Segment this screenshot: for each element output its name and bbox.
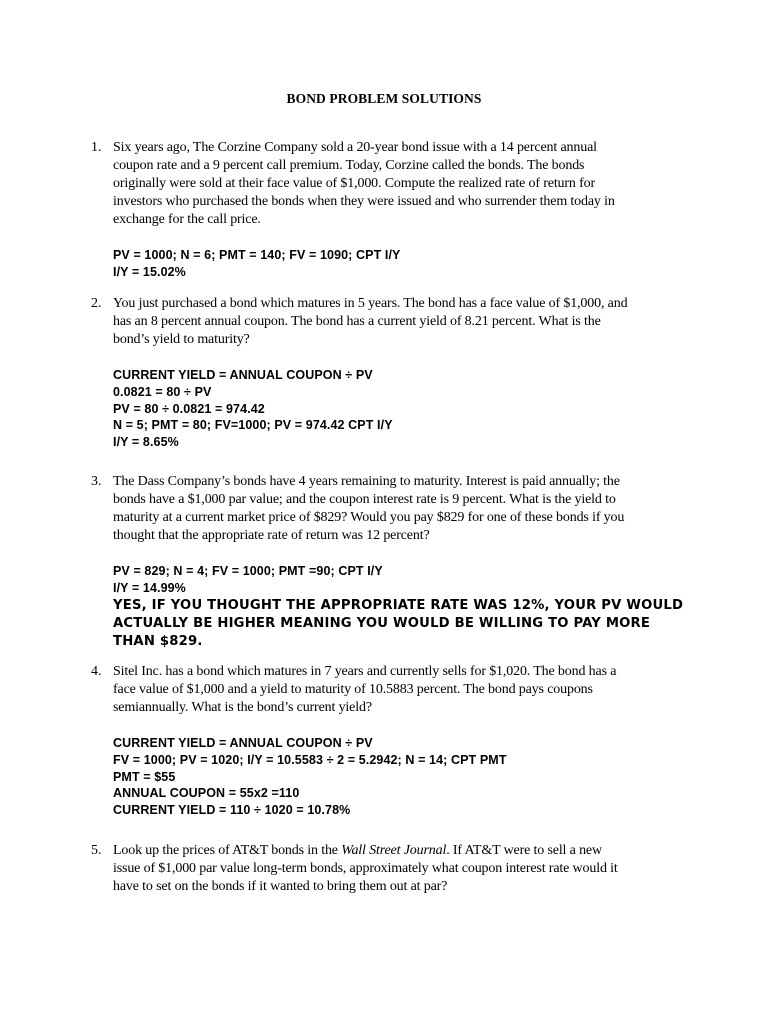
answer-line: 0.0821 = 80 ÷ PV: [113, 384, 212, 399]
answer-line: I/Y = 8.65%: [113, 435, 179, 450]
problem-number: 1.: [91, 140, 102, 155]
problem-number: 3.: [91, 474, 102, 489]
conclusion-line: ACTUALLY BE HIGHER MEANING YOU WOULD BE WILLING TO PAY MORE: [113, 615, 651, 631]
answer-line: CURRENT YIELD = ANNUAL COUPON ÷ PV: [113, 368, 373, 382]
problem-answer: [113, 367, 681, 451]
problem-answer: [113, 735, 681, 819]
problem-number: 4.: [91, 664, 102, 679]
answer-line: PV = 80 ÷ 0.0821 = 974.42: [113, 401, 265, 416]
problem-number: 5.: [91, 843, 102, 858]
answer-line: ANNUAL COUPON = 55x2 =110: [113, 786, 300, 801]
page-title: BOND PROBLEM SOLUTIONS: [286, 91, 482, 106]
problem-number: 2.: [91, 296, 102, 311]
problem-question: [113, 842, 681, 896]
problem-3: [91, 473, 684, 651]
problem-question: Sitel Inc. has a bond which matures in 7 years and currently sells for $1,020. The bond has a face value of $1,000 and a yield to maturity of 10.5883 percent. The bond pays coupons semiannually. What is the bond’s current yield?: [113, 664, 617, 715]
answer-line: PMT = $55: [113, 769, 176, 784]
problem-1: [91, 139, 681, 281]
problem-answer: [113, 563, 684, 651]
conclusion-line: YES, IF YOU THOUGHT THE APPROPRIATE RATE WAS 12%, YOUR PV WOULD: [113, 597, 684, 613]
publication-title: Wall Street Journal: [341, 843, 447, 858]
answer-line: I/Y = 15.02%: [113, 264, 186, 279]
answer-line: PV = 1000; N = 6; PMT = 140; FV = 1090; CPT I/Y: [113, 248, 401, 262]
question-text: . If AT&T were to sell a new issue of $1,000 par value long-term bonds, approximately what coupon interest rate would it have to set on the bonds if it wanted to bring them out at par?: [113, 843, 618, 894]
question-text: Look up the prices of AT&T bonds in the: [113, 843, 342, 858]
answer-line: N = 5; PMT = 80; FV=1000; PV = 974.42 CPT I/Y: [113, 418, 393, 433]
problem-2: [91, 295, 681, 451]
answer-line: I/Y = 14.99%: [113, 580, 186, 595]
answer-line: PV = 829; N = 4; FV = 1000; PMT =90; CPT I/Y: [113, 564, 383, 578]
answer-line: FV = 1000; PV = 1020; I/Y = 10.5583 ÷ 2 = 5.2942; N = 14; CPT PMT: [113, 752, 507, 767]
problem-question: Six years ago, The Corzine Company sold a 20-year bond issue with a 14 percent annual coupon rate and a 9 percent call premium. Today, Corzine called the bonds. The bonds originally were sold at their face value of $1,000. Compute the realized rate of return for investors who purchased the bonds when they were issued and who surrender them today in exchange for the call price.: [113, 140, 615, 227]
problem-question: You just purchased a bond which matures in 5 years. The bond has a face value of $1,000, and has an 8 percent annual coupon. The bond has a current yield of 8.21 percent. What is the bond’s yield to maturity?: [113, 296, 628, 347]
answer-line: CURRENT YIELD = ANNUAL COUPON ÷ PV: [113, 736, 373, 750]
problem-answer: [113, 247, 681, 281]
answer-line: CURRENT YIELD = 110 ÷ 1020 = 10.78%: [113, 803, 351, 818]
conclusion-line: THAN $829.: [113, 633, 203, 649]
problem-4: [91, 663, 681, 819]
problem-question: The Dass Company’s bonds have 4 years remaining to maturity. Interest is paid annually; the bonds have a $1,000 par value; and the coupon interest rate is 9 percent. What is the yield to maturity at a current market price of $829? Would you pay $829 for one of these bonds if you thought that the appropriate rate of return was 12 percent?: [113, 474, 625, 543]
problem-5: [91, 842, 681, 896]
